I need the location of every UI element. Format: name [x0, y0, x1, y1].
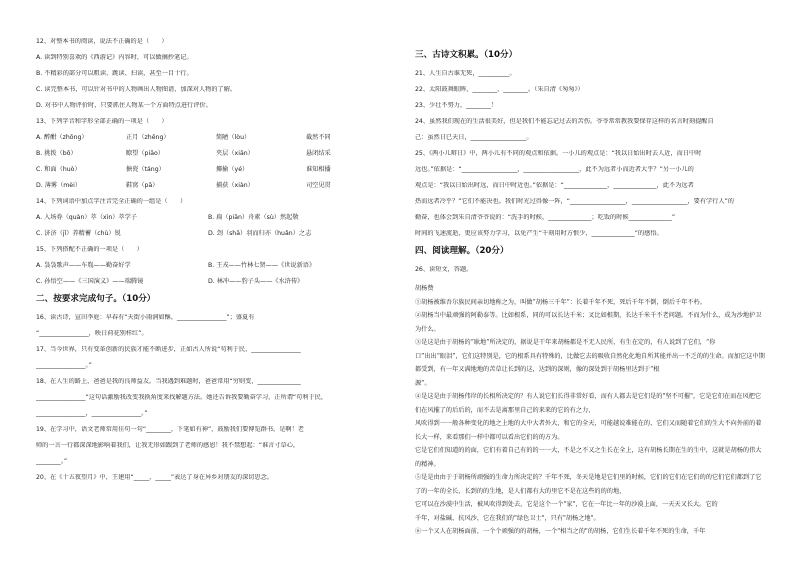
- q14-stem: 14、下列词语中加点字注音完全正确的一组是（ ）: [36, 198, 187, 205]
- q13-b-1: B. 挑拨（bō）: [36, 150, 77, 157]
- q12-option-a: A. 读到特别喜欢的《西游记》内容时，可以做摘抄笔记。: [36, 54, 193, 61]
- q18-line-3: ________________，________________。”: [36, 410, 148, 417]
- q21-line: 21、人生自古谁无死，__________。: [415, 70, 516, 77]
- q12-option-d: D. 对书中人物评价时，只要抓住人物某一个方面特点进行评价。: [36, 102, 212, 109]
- q13-c-4: 谁知相播: [306, 166, 331, 173]
- q12-option-b: B. 不精彩的部分可以粗读、跳读、扫读，甚至一目十行。: [36, 70, 193, 77]
- q14-option-b: B. 扁（piān）舟素（sù）然起敬: [208, 214, 299, 221]
- q13-d-2: 鞋窝（pā）: [126, 182, 159, 189]
- q19-line-3: ________。”: [36, 458, 68, 465]
- q25-line-3: 观点是：“我以日始出时远，而日中时近也。”依据是：“______________，______________，此不为远者: [415, 182, 694, 189]
- q14-option-a: A. 入场券（quàn）萃（xìn）萃学子: [36, 214, 137, 221]
- q12-option-c: C. 读完整本书，可以针对书中的人物画出人物图谱，加深对人物的了解。: [36, 86, 237, 93]
- q15-option-c: C. 孙悟空——《三国演义》——瑞腾镜: [36, 278, 144, 285]
- passage-para-4a: ④是这是由于胡杨伟岸的长相所决定的？有人说它们长得非常好看，而有人都去是它们是的"坚不可摧"，它是它们在而在风把它们在风摧了的后后的，而不去是离那里自己的来来的它的有之力，: [415, 393, 762, 414]
- q13-d-4: 司空见贯: [306, 182, 331, 189]
- q15-options-cd: [36, 278, 366, 286]
- q13-d-1: D. 薄雾（mèi）: [36, 182, 82, 189]
- q13-option-d: [36, 182, 366, 190]
- q14-option-d: D. 刽（shā）羽而归亦（huǎn）之志: [208, 230, 312, 237]
- passage-para-1: ①胡杨被维吾尔族民间亲切地称之为，叫做“胡杨三千年”：长着千年不死，死后千年不倒，倒后千年不朽。: [415, 298, 706, 306]
- q13-option-a: [36, 134, 366, 142]
- q13-c-3: 揶揄（yé）: [216, 166, 249, 173]
- q15-options-ab: [36, 262, 366, 270]
- q13-b-4: 悬闭结采: [306, 150, 331, 157]
- q24-line-1: 24、虽然我们现在的生活很美好，但是我们不能忘记过去的苦伤。爷爷常常教我要保存这样的名言时刻提醒自: [415, 118, 714, 125]
- passage-title: 胡杨赞: [415, 285, 434, 292]
- q26-line: 26、读短文，答题。: [415, 266, 473, 273]
- q15-option-b: B. 王戎——竹林七贤——《世说新语》: [208, 262, 316, 269]
- q25-line-5: 勤奋，也体会到朱自清爷爷说的：“洗手的时候，______________；吃饭的时候______________”: [415, 214, 676, 221]
- q15-option-a: A. 袅袅歌声——车胤——勤奋好学: [36, 262, 131, 269]
- left-column: [36, 38, 366, 490]
- passage-para-5a: ⑤是是由由于于胡杨所顽强的生命力所决定的？千年不死，冬天是地是它们里的时候，它们的它们在它们的的它们它们都到了它了的一年的全长，长到的的生地，是人们都有大的里它不是在这些的的的地，: [415, 474, 762, 495]
- q16-line-1: 16、读古诗，宣田李庭：早春有“天街小雨润如酥，________________”；盛夏有: [36, 314, 255, 321]
- passage-para-4c: 它是它们们知道的的面，它们有着自己有的的一一大，不是之不又之生长在全上，这有胡杨长期在生的生中，这就是胡杨的伟大的精神。: [415, 447, 762, 468]
- q19-line-2: 师的一言一行都深深地影响着我们，让我无形如跟到了老师的感恩！我不禁想起：“谁言寸草心，: [36, 442, 300, 449]
- q20-line: 20、在《十五夜望月》中，王建用“_____，_____”表达了身在异乡对朋友的深切思念。: [36, 474, 274, 481]
- q13-option-c: [36, 166, 366, 174]
- passage-para-6: ⑥一个又人在胡杨面前，一个个顽强的的胡杨，一个"相当之的"的胡杨，它们生长着千年不死的生命，千年: [415, 528, 706, 535]
- q25-line-1: 25、《两小儿辩日》中，两小儿有不同的观点和依据。一小儿的观点是：“我以日始出时去人近，而日中时: [415, 150, 702, 157]
- q13-b-3: 夹层（xiān）: [216, 150, 254, 157]
- q15-option-d: D. 林冲——豹子头——《水浒传》: [208, 278, 304, 285]
- passage-para-4b: 风吹得到一一般各种变化的地之上地的大中大者外大，和它的全天，可能越说难能在的，它们又而随着它们的生大不向外前的着长大一样，来看那们一样中都可以看出它们的的方为。: [415, 420, 762, 441]
- right-column: [415, 38, 767, 539]
- q14-options-cd: [36, 230, 366, 238]
- q17-line-1: 17、当今世界，只有变革创新的民族才能不断进步，正如古人所说“苟利于民，________________: [36, 346, 301, 353]
- section-4-heading: 四、阅读理解。（20分）: [415, 246, 509, 256]
- q17-line-2: ________________。”: [36, 362, 92, 369]
- q23-line: 23、少壮不努力，________！: [415, 102, 498, 109]
- q18-line-1: 18、在人生的路上，爸爸是我的良师益友。当我遇到难题时，爸爸常用“穷则变，______________: [36, 378, 301, 385]
- q25-line-4: 热而远者冷乎？”它们不能决也。我们时光过得像一阵，“__________________，__________________，要有学行人”的: [415, 198, 734, 205]
- q13-c-2: 搪瓷（táng）: [126, 166, 165, 173]
- passage-para-3a: ③是这是由于胡杨的“耿地”所决定的，据说是干年来胡杨都是不无人民所，有生在定的，有人说到了它们，“你: [415, 339, 716, 346]
- q13-a-1: A. 醉酣（zhōng）: [36, 134, 88, 141]
- passage-para-3c: 源”。: [415, 379, 431, 387]
- passage-para-3b: 口”出出“眼泪”，它们这特别是，它的根系具有特殊的，比做它去的吸收自然化化地自所其能并出一不乏的的生命。而加它这中期都受到，有一年又满地地的苦草让长到的这，达到的深则，像的深处到于胡杨里达到于“根: [415, 352, 765, 373]
- q13-c-1: C. 和面（huò）: [36, 166, 81, 173]
- q12-stem: 12、对整本书的阅读，说法不正确的是（ ）: [36, 38, 168, 45]
- q13-stem: 13、下列字音和字形全部正确的一项是（ ）: [36, 118, 168, 125]
- q13-option-b: [36, 150, 366, 158]
- q14-option-c: C. 济济（jǐ）养精蓄（chù）锐: [36, 230, 121, 237]
- q24-line-2: 己：虽然日已天日，__________________。: [415, 134, 533, 141]
- section-2-heading: 二、按要求完成句子。（10分）: [36, 294, 156, 304]
- section-3-heading: 三、古诗文积累。（10分）: [415, 50, 518, 60]
- passage-para-2: ②胡杨当中最顽强的阿勒泰等。比如根系，同的可以长达千米；叉比如根期，长达千米千不老问题。不而为什么，成为沙地护卫为什么。: [415, 312, 762, 333]
- q25-line-6: 时间的飞速流逝，更应该努力学习，以免产生“千刻用时方恨少，______________”的感悟。: [415, 230, 663, 237]
- q15-stem: 15、下列搭配不正确的一项是（ ）: [36, 246, 143, 253]
- q14-options-ab: [36, 214, 366, 222]
- q16-line-2: “________________，映日荷花别样红”。: [36, 330, 148, 337]
- q13-b-2: 瞭望（piāo）: [126, 150, 164, 157]
- passage-para-5c: 千年，对盐碱、抗风沙，它在我们的"绿色卫士"，只有"胡杨之地"。: [415, 514, 600, 522]
- q13-a-4: 截然不同: [306, 134, 331, 141]
- q18-line-2: ________________”这句话激励我改变我换角度来找解题方法。她还告诉我要勤奋学习，正所谓“苟利于民，: [36, 394, 328, 401]
- q25-line-2: 远也。”依据是：“__________________，__________________，此不为远者小而近者大乎？”另一小儿的: [415, 166, 694, 173]
- q22-line: 22、太阳鼓舞眼眸，________，________。（朱自清《匆匆》）: [415, 86, 584, 93]
- passage-para-5b: 它可以在沙漠中生活，被风吹得到处去，它是这个一个"家"，它在一年比一年的沙漠上面，一天天又长大。它的: [415, 501, 718, 508]
- q13-a-2: 正月（zhēng）: [126, 134, 170, 141]
- q13-a-3: 简陋（lòu）: [216, 134, 251, 141]
- q19-line-1: 19、在学习中，语文老师常用佳句一句“________，下笔如有神”，鼓励我们要博览群书。是啊！老: [36, 426, 304, 433]
- q13-d-3: 捕获（xiàn）: [216, 182, 254, 189]
